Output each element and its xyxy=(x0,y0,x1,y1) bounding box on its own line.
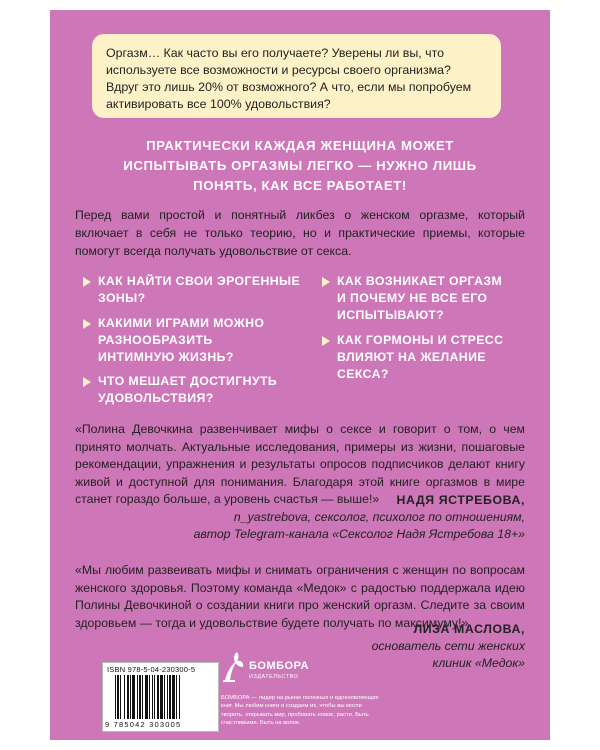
question-item: КАК ГОРМОНЫ И СТРЕСС ВЛИЯЮТ НА ЖЕЛАНИЕ СЕКСА? xyxy=(337,332,503,383)
triangle-bullet-icon xyxy=(322,277,330,287)
barcode-bar xyxy=(117,675,119,719)
lead-heading: ПРАКТИЧЕСКИ КАЖДАЯ ЖЕНЩИНА МОЖЕТ ИСПЫТЫВАТЬ ОРГАЗМЫ ЛЕГКО — НУЖНО ЛИШЬ ПОНЯТЬ, КАК ВСЕ РАБОТАЕТ! xyxy=(123,138,477,193)
barcode-bar xyxy=(132,675,135,719)
bombora-logo-icon xyxy=(221,650,247,684)
triangle-bullet-icon xyxy=(83,319,91,329)
barcode-bar xyxy=(137,675,138,719)
barcode-bar xyxy=(127,675,129,719)
quote-1: «Полина Девочкина развенчивает мифы о сексе и говорит о том, о чем принято молчать. Актуальные исследования, примеры из жизни, пошаговые рекомендации, упражнения и результаты опросов подписчиков делают книгу живой и доступной для понимания. Благодаря этой книге оргазмов в мире станет гораздо больше, а уровень счастья — выше!» xyxy=(75,422,525,506)
barcode-bar xyxy=(157,675,159,719)
book-back-cover xyxy=(50,10,550,740)
author-1: НАДЯ ЯСТРЕБОВА, n_yastrebova, сексолог, психолог по отношениям, автор Telegram-канала «Сексолог Надя Ястребова 18+» xyxy=(193,493,525,541)
triangle-bullet-icon xyxy=(83,377,91,387)
intro-text: Оргазм… Как часто вы его получаете? Уверены ли вы, что используете все возможности и ресурсы своего организма? Вдруг это лишь 20% от возможного? А что, если мы попробуем активировать все 100% удовольствия? xyxy=(106,46,472,111)
barcode-bar xyxy=(172,675,175,719)
triangle-bullet-icon xyxy=(83,277,91,287)
barcode-bar xyxy=(152,675,153,719)
publisher-logo xyxy=(221,650,316,690)
barcode-bar xyxy=(164,675,165,719)
barcode-bar xyxy=(115,675,116,719)
barcode-bar xyxy=(149,675,150,719)
triangle-bullet-icon xyxy=(322,336,330,346)
question-item: КАКИМИ ИГРАМИ МОЖНО РАЗНООБРАЗИТЬ ИНТИМНУЮ ЖИЗНЬ? xyxy=(98,315,264,366)
barcode-bar xyxy=(139,675,141,719)
isbn: ISBN 978-5-04-230300-5 xyxy=(107,665,196,674)
barcode-bar xyxy=(145,675,148,719)
intro-box xyxy=(92,34,501,118)
barcode-icon xyxy=(115,675,207,719)
question-item: КАК ВОЗНИКАЕТ ОРГАЗМ И ПОЧЕМУ НЕ ВСЕ ЕГО ИСПЫТЫВАЮТ? xyxy=(337,273,502,324)
barcode-bar xyxy=(154,675,155,719)
barcode-bar xyxy=(142,675,143,719)
publisher-sub: ИЗДАТЕЛЬСТВО xyxy=(249,674,299,680)
barcode-bar xyxy=(124,675,125,719)
question-item: ЧТО МЕШАЕТ ДОСТИГНУТЬ УДОВОЛЬСТВИЯ? xyxy=(98,373,277,407)
quote-2: «Мы любим развеивать мифы и снимать ограничения с женщин по вопросам женского здоровья. Поэтому команда «Медок» с радостью поддержала идею Полины Девочкиной о создании книги про женский оргазм. Следите за своим здоровьем — тогда и удовольствие будете получать по максимуму!» xyxy=(75,563,525,630)
barcode-bar xyxy=(120,675,121,719)
description: Перед вами простой и понятный ликбез о женском оргазме, который включает в себя не только теорию, но и практические приемы, которые помогут всегда получать удовольствие от секса. xyxy=(75,208,525,258)
publisher-name: БОМБОРА xyxy=(249,660,309,672)
barcode-bar xyxy=(160,675,163,719)
barcode-number: 9 785042 303005 xyxy=(105,720,182,729)
barcode-block xyxy=(102,662,219,732)
barcode-bar xyxy=(130,675,131,719)
barcode-bar xyxy=(176,675,177,719)
barcode-bar xyxy=(167,675,168,719)
author-2: ЛИЗА МАСЛОВА, основатель сети женских клиник «Медок» xyxy=(371,622,525,670)
publisher-blurb: БОМБОРА — лидер на рынке полезных и вдохновляющих книг. Мы любим книги и создаем их, чтобы вы могли творить, открывать мир, пробовать новое, расти. Быть счастливыми. Быть на волне. xyxy=(221,695,379,726)
barcode-bar xyxy=(169,675,171,719)
barcode-bar xyxy=(179,675,180,719)
question-item: КАК НАЙТИ СВОИ ЭРОГЕННЫЕ ЗОНЫ? xyxy=(98,273,300,307)
